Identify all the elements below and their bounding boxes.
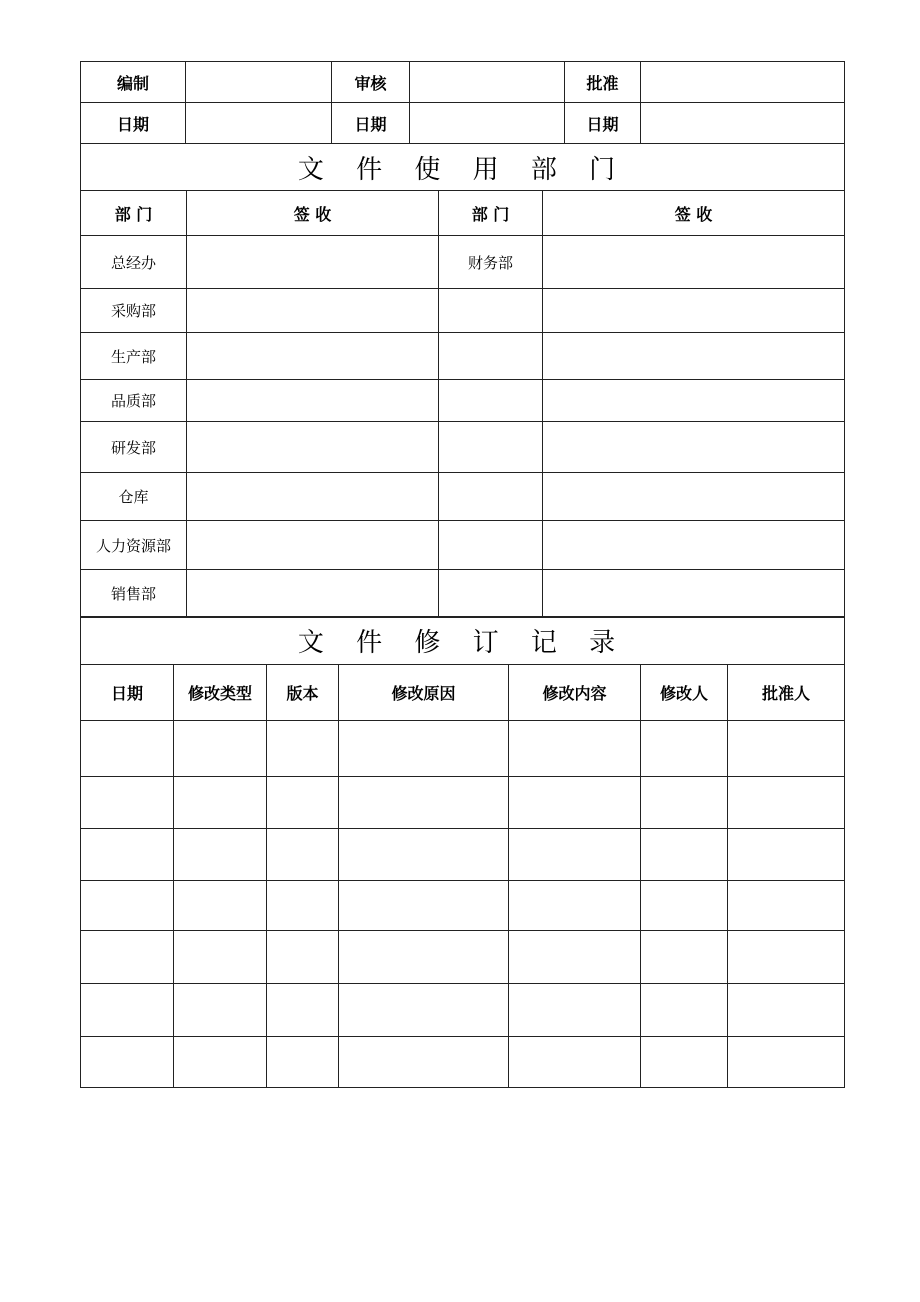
reviewed-label: 审核 — [332, 62, 410, 103]
approved-field[interactable] — [641, 62, 845, 103]
signature-field[interactable] — [187, 289, 439, 333]
approval-table — [80, 61, 845, 144]
column-header-change-reason: 修改原因 — [339, 665, 509, 721]
revision-cell[interactable] — [728, 1037, 845, 1088]
revision-cell[interactable] — [728, 984, 845, 1037]
signature-field[interactable] — [543, 289, 845, 333]
revision-cell[interactable] — [509, 984, 641, 1037]
reviewed-date-field[interactable] — [410, 103, 565, 144]
revision-cell[interactable] — [339, 931, 509, 984]
department-name: 总经办 — [81, 236, 187, 289]
revision-cell[interactable] — [509, 777, 641, 829]
revision-cell[interactable] — [81, 984, 174, 1037]
approved-label: 批准 — [565, 62, 641, 103]
revision-cell[interactable] — [174, 829, 267, 881]
compiled-date-label: 日期 — [81, 103, 186, 144]
department-name: 研发部 — [81, 422, 187, 473]
reviewed-date-label: 日期 — [332, 103, 410, 144]
column-header-change-type: 修改类型 — [174, 665, 267, 721]
revision-cell[interactable] — [267, 829, 339, 881]
revision-cell[interactable] — [641, 1037, 728, 1088]
compiled-date-field[interactable] — [186, 103, 332, 144]
revision-cell[interactable] — [339, 1037, 509, 1088]
revision-cell[interactable] — [174, 984, 267, 1037]
signature-field[interactable] — [187, 521, 439, 570]
approved-date-field[interactable] — [641, 103, 845, 144]
revision-cell[interactable] — [641, 881, 728, 931]
table-row — [81, 721, 845, 777]
column-header-change-content: 修改内容 — [509, 665, 641, 721]
signature-header-left: 签 收 — [187, 191, 439, 236]
department-name: 财务部 — [439, 236, 543, 289]
revision-cell[interactable] — [509, 721, 641, 777]
revision-cell[interactable] — [267, 721, 339, 777]
department-name — [439, 289, 543, 333]
revision-cell[interactable] — [509, 931, 641, 984]
reviewed-field[interactable] — [410, 62, 565, 103]
table-row — [81, 881, 845, 931]
revision-cell[interactable] — [267, 984, 339, 1037]
revision-cell[interactable] — [174, 721, 267, 777]
revision-cell[interactable] — [267, 881, 339, 931]
revision-cell[interactable] — [81, 931, 174, 984]
signature-field[interactable] — [187, 236, 439, 289]
department-name — [439, 570, 543, 618]
revision-cell[interactable] — [728, 777, 845, 829]
column-header-date: 日期 — [81, 665, 174, 721]
revision-cell[interactable] — [174, 777, 267, 829]
table-row — [81, 984, 845, 1037]
department-name — [439, 380, 543, 422]
signature-field[interactable] — [187, 473, 439, 521]
signature-field[interactable] — [543, 333, 845, 380]
revision-cell[interactable] — [509, 829, 641, 881]
revision-cell[interactable] — [641, 829, 728, 881]
revision-record-title: 文 件 修 订 记 录 — [81, 617, 845, 665]
table-row — [81, 1037, 845, 1088]
department-name — [439, 521, 543, 570]
compiled-field[interactable] — [186, 62, 332, 103]
signature-field[interactable] — [187, 570, 439, 618]
signature-field[interactable] — [187, 333, 439, 380]
revision-cell[interactable] — [81, 881, 174, 931]
department-header-right: 部 门 — [439, 191, 543, 236]
revision-cell[interactable] — [641, 777, 728, 829]
department-name: 采购部 — [81, 289, 187, 333]
revision-cell[interactable] — [267, 1037, 339, 1088]
department-header-left: 部 门 — [81, 191, 187, 236]
revision-cell[interactable] — [174, 931, 267, 984]
approved-date-label: 日期 — [565, 103, 641, 144]
revision-cell[interactable] — [509, 1037, 641, 1088]
revision-cell[interactable] — [267, 777, 339, 829]
revision-cell[interactable] — [728, 931, 845, 984]
revision-cell[interactable] — [641, 721, 728, 777]
department-name: 人力资源部 — [81, 521, 187, 570]
department-name: 生产部 — [81, 333, 187, 380]
revision-cell[interactable] — [509, 881, 641, 931]
column-header-modifier: 修改人 — [641, 665, 728, 721]
compiled-label: 编制 — [81, 62, 186, 103]
signature-field[interactable] — [187, 422, 439, 473]
signature-field[interactable] — [543, 570, 845, 618]
department-name: 销售部 — [81, 570, 187, 618]
column-header-version: 版本 — [267, 665, 339, 721]
signature-field[interactable] — [543, 521, 845, 570]
signature-field[interactable] — [543, 380, 845, 422]
revision-cell[interactable] — [267, 931, 339, 984]
revision-cell[interactable] — [174, 881, 267, 931]
revision-cell[interactable] — [81, 1037, 174, 1088]
revision-cell[interactable] — [728, 881, 845, 931]
table-row — [81, 931, 845, 984]
revision-cell[interactable] — [728, 829, 845, 881]
revision-cell[interactable] — [339, 777, 509, 829]
revision-record-table — [80, 616, 845, 1088]
revision-cell[interactable] — [81, 829, 174, 881]
signature-field[interactable] — [187, 380, 439, 422]
revision-cell[interactable] — [339, 721, 509, 777]
department-name — [439, 333, 543, 380]
column-header-approver: 批准人 — [728, 665, 845, 721]
revision-cell[interactable] — [641, 984, 728, 1037]
revision-cell[interactable] — [728, 721, 845, 777]
table-row — [81, 777, 845, 829]
department-name — [439, 422, 543, 473]
department-name: 品质部 — [81, 380, 187, 422]
revision-rows — [81, 721, 845, 1088]
revision-cell[interactable] — [339, 984, 509, 1037]
department-name: 仓库 — [81, 473, 187, 521]
revision-cell[interactable] — [641, 931, 728, 984]
revision-cell[interactable] — [81, 777, 174, 829]
table-row — [81, 829, 845, 881]
revision-cell[interactable] — [339, 881, 509, 931]
signature-field[interactable] — [543, 473, 845, 521]
revision-cell[interactable] — [81, 721, 174, 777]
department-name — [439, 473, 543, 521]
usage-departments-table — [80, 143, 845, 618]
usage-departments-title: 文 件 使 用 部 门 — [81, 144, 845, 191]
signature-header-right: 签 收 — [543, 191, 845, 236]
revision-cell[interactable] — [339, 829, 509, 881]
revision-cell[interactable] — [174, 1037, 267, 1088]
signature-field[interactable] — [543, 422, 845, 473]
signature-field[interactable] — [543, 236, 845, 289]
